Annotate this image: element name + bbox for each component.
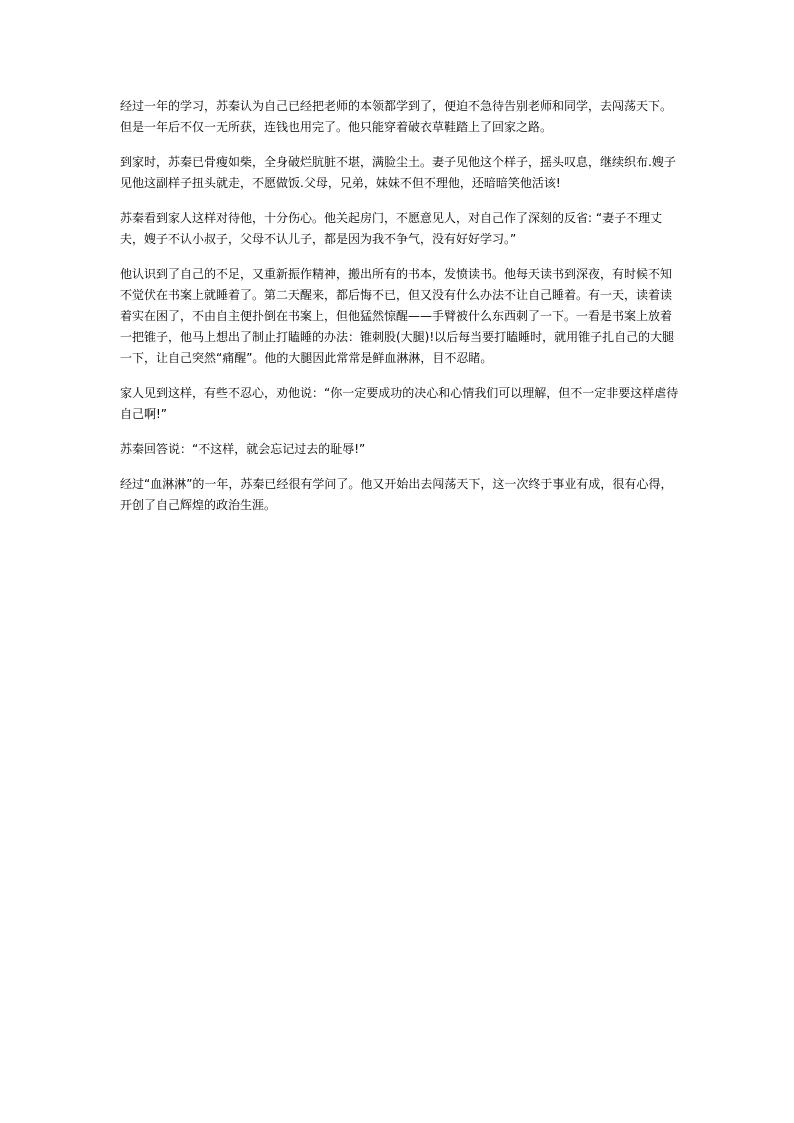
paragraph-7: 经过“血淋淋”的一年，苏秦已经很有学问了。他又开始出去闯荡天下，这一次终于事业有成，很有心得，开创了自己辉煌的政治生涯。 — [120, 477, 673, 512]
paragraph-6: 苏秦回答说：“不这样，就会忘记过去的耻辱!” — [120, 442, 366, 456]
paragraph-2: 到家时，苏秦已骨瘦如柴，全身破烂肮脏不堪，满脸尘土。妻子见他这个样子，摇头叹息，继续织布.嫂子见他这副样子扭头就走，不愿做饭.父母，兄弟，妹妹不但不理他，还暗暗笑他活该! — [120, 155, 676, 190]
paragraph-5: 家人见到这样，有些不忍心，劝他说：“你一定要成功的决心和心情我们可以理解，但不一定非要这样虐待自己啊!” — [120, 386, 679, 421]
paragraph-4: 他认识到了自己的不足，又重新振作精神，搬出所有的书本，发愤读书。他每天读书到深夜，有时候不知不觉伏在书案上就睡着了。第二天醒来，都后悔不已，但又没有什么办法不让自己睡着。有一天，读着读着实在困了，不由自主便扑倒在书案上，但他猛然惊醒——手臂被什么东西刺了一下。一看是书案上放着一把锥子，他马上想出了制止打瞌睡的办法：锥刺股(大腿)!以后每当要打瞌睡时，就用锥子扎自己的大腿一下，让自己突然“痛醒”。他的大腿因此常常是鲜血淋淋，目不忍睹。 — [120, 267, 675, 365]
document-body — [120, 96, 680, 530]
paragraph-3: 苏秦看到家人这样对待他，十分伤心。他关起房门，不愿意见人，对自己作了深刻的反省: “妻子不理丈夫，嫂子不认小叔子，父母不认儿子，都是因为我不争气，没有好好学习。” — [120, 211, 663, 246]
paragraph-1: 经过一年的学习，苏秦认为自己已经把老师的本领都学到了，便迫不急待告别老师和同学，去闯荡天下。但是一年后不仅一无所获，连钱也用完了。他只能穿着破衣草鞋踏上了回家之路。 — [120, 99, 673, 134]
